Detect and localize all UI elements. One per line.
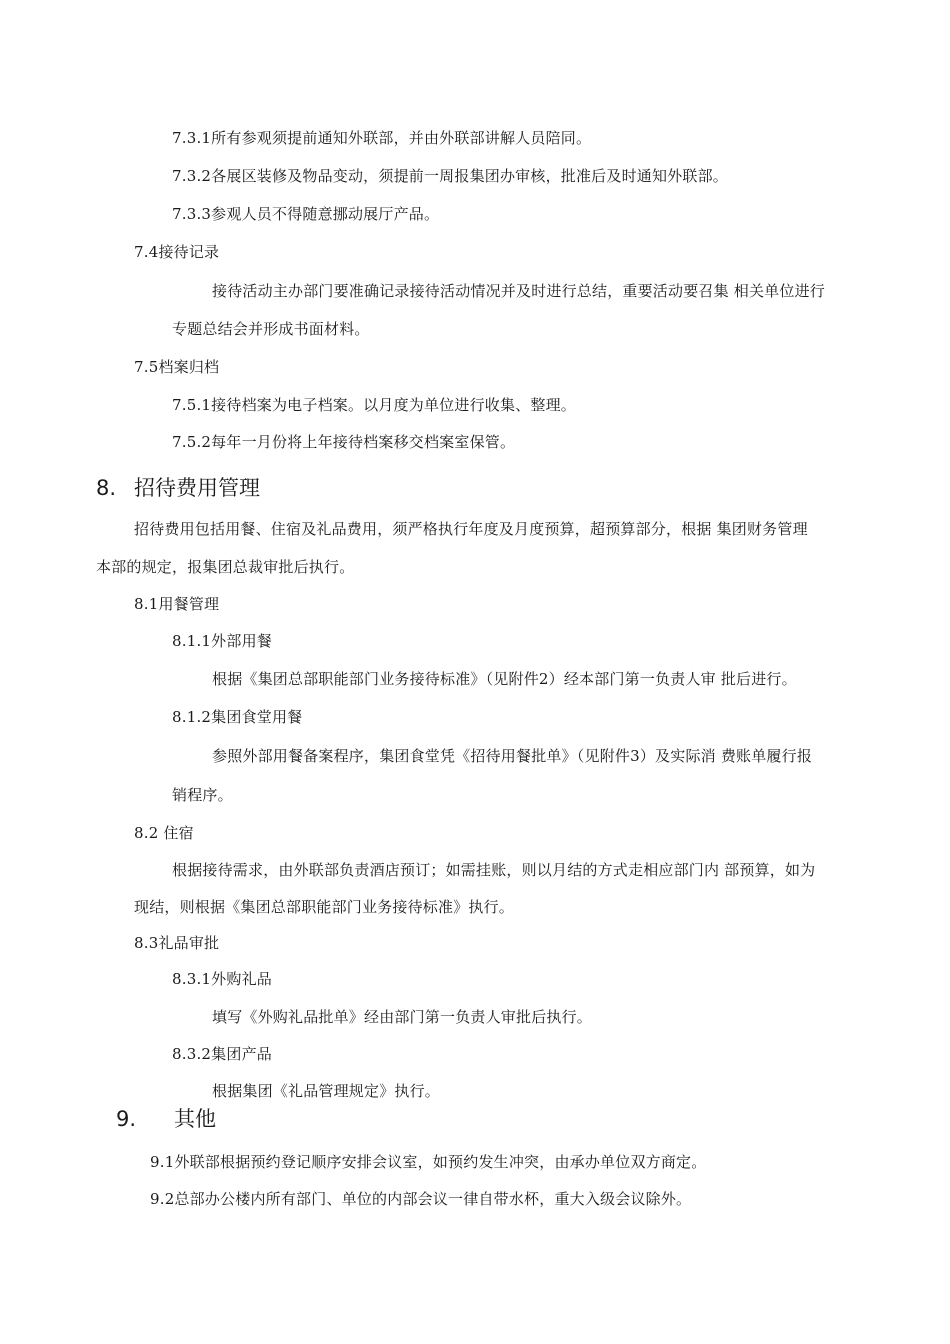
section-7-4-title: 7.4接待记录 [134, 243, 220, 261]
paragraph-8-line-1: 招待费用包括用餐、住宿及礼品费用，须严格执行年度及月度预算，超预算部分，根据 集团财务管理 [134, 520, 808, 538]
section-8-1-title: 8.1用餐管理 [134, 595, 220, 613]
clause-8-3-1-title: 8.3.1外购礼品 [172, 970, 272, 988]
section-7-5-title: 7.5档案归档 [134, 358, 220, 376]
paragraph-8-2-line-1: 根据接待需求，由外联部负责酒店预订；如需挂账，则以月结的方式走相应部门内 部预算，如为 [172, 861, 816, 879]
section-9-title: 其他 [174, 1107, 216, 1131]
clause-7-5-1: 7.5.1接待档案为电子档案。以月度为单位进行收集、整理。 [172, 396, 576, 414]
paragraph-8-3-1: 填写《外购礼品批单》经由部门第一负责人审批后执行。 [212, 1008, 593, 1026]
clause-9-1: 9.1外联部根据预约登记顺序安排会议室，如预约发生冲突，由承办单位双方商定。 [150, 1153, 707, 1171]
section-8-2-title: 8.2 住宿 [134, 824, 194, 842]
section-9-heading [116, 1106, 216, 1132]
section-8-title: 招待费用管理 [134, 476, 260, 500]
clause-7-3-1: 7.3.1所有参观须提前通知外联部，并由外联部讲解人员陪同。 [172, 129, 592, 147]
paragraph-8-1-2-line-2: 销程序。 [172, 786, 233, 804]
section-9-number: 9. [116, 1107, 137, 1131]
clause-8-1-1-title: 8.1.1外部用餐 [172, 632, 272, 650]
clause-8-3-2-title: 8.3.2集团产品 [172, 1045, 272, 1063]
clause-7-3-3: 7.3.3参观人员不得随意挪动展厅产品。 [172, 205, 440, 223]
paragraph-8-1-1: 根据《集团总部职能部门业务接待标准》（见附件2）经本部门第一负责人审 批后进行。 [212, 670, 797, 688]
clause-8-1-2-title: 8.1.2集团食堂用餐 [172, 708, 303, 726]
clause-7-3-2: 7.3.2各展区装修及物品变动，须提前一周报集团办审核，批准后及时通知外联部。 [172, 167, 728, 185]
paragraph-8-line-2: 本部的规定，报集团总裁审批后执行。 [96, 558, 355, 576]
paragraph-7-4-line-2: 专题总结会并形成书面材料。 [172, 320, 370, 338]
clause-7-5-2: 7.5.2每年一月份将上年接待档案移交档案室保管。 [172, 433, 516, 451]
paragraph-8-3-2: 根据集团《礼品管理规定》执行。 [212, 1082, 441, 1100]
section-8-3-title: 8.3礼品审批 [134, 934, 220, 952]
section-8-number: 8. [96, 476, 117, 500]
section-8-heading [96, 475, 260, 501]
paragraph-7-4-line-1: 接待活动主办部门要准确记录接待活动情况并及时进行总结，重要活动要召集 相关单位进行 [212, 282, 825, 300]
paragraph-8-2-line-2: 现结，则根据《集团总部职能部门业务接待标准》执行。 [134, 898, 515, 916]
paragraph-8-1-2-line-1: 参照外部用餐备案程序，集团食堂凭《招待用餐批单》（见附件3）及实际消 费账单履行报 [212, 747, 813, 765]
clause-9-2: 9.2总部办公楼内所有部门、单位的内部会议一律自带水杯，重大入级会议除外。 [150, 1190, 692, 1208]
